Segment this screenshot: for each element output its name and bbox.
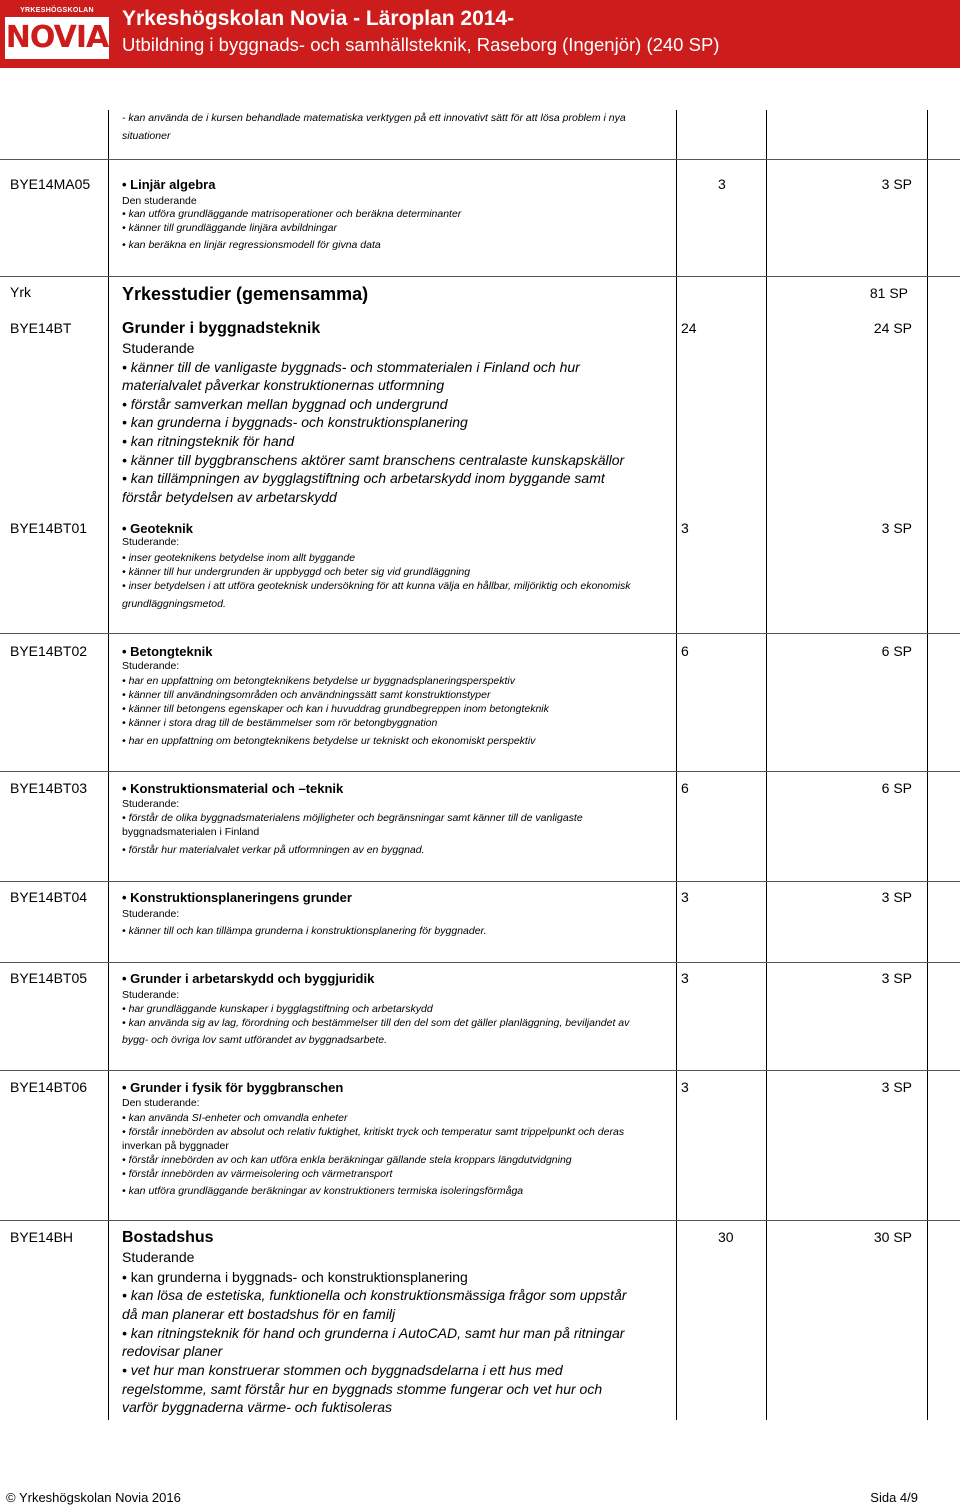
row-divider bbox=[0, 276, 960, 277]
course-credits: 3 SP bbox=[881, 1079, 912, 1095]
course-title: • Linjär algebra bbox=[122, 177, 216, 192]
text-line: Studerande: bbox=[122, 989, 180, 1001]
text-line: • kan använda sig av lag, förordning och bestämmelser till den del som det gäller planläggning, beviljandet av bbox=[122, 1017, 630, 1029]
course-credits: 6 SP bbox=[881, 643, 912, 659]
row-divider bbox=[0, 771, 960, 772]
course-number: 3 bbox=[681, 889, 689, 905]
course-code: BYE14BH bbox=[10, 1229, 74, 1245]
text-line: redovisar planer bbox=[122, 1343, 223, 1359]
text-line: • har en uppfattning om betongteknikens betydelse ur tekniskt och ekonomiskt perspektiv bbox=[122, 735, 536, 747]
course-number: 24 bbox=[681, 320, 697, 336]
course-credits: 6 SP bbox=[881, 780, 912, 796]
footer-page-number: Sida 4/9 bbox=[870, 1490, 918, 1505]
text-line: • känner till grundläggande linjära avbildningar bbox=[122, 222, 337, 234]
text-line: inverkan på byggnader bbox=[122, 1140, 229, 1152]
text-line: Studerande: bbox=[122, 908, 180, 920]
course-code: BYE14BT04 bbox=[10, 889, 88, 905]
course-code: BYE14BT01 bbox=[10, 520, 88, 536]
course-title: Bostadshus bbox=[122, 1229, 214, 1246]
text-line: • kan ritningsteknik för hand bbox=[122, 433, 295, 449]
text-line: • kan tillämpningen av bygglagstiftning och arbetarskydd inom byggande samt bbox=[122, 470, 605, 486]
course-number: 3 bbox=[718, 176, 726, 192]
text-line: Studerande bbox=[122, 1249, 195, 1265]
text-line: • förstår de olika byggnadsmaterialens möjligheter och begränsningar samt känner till de vanligaste bbox=[122, 812, 583, 824]
course-credits: 3 SP bbox=[881, 176, 912, 192]
course-number: 30 bbox=[718, 1229, 734, 1245]
text-line: • känner till användningsområden och användningssätt samt konstruktionstyper bbox=[122, 689, 491, 701]
text-line: - kan använda de i kursen behandlade matematiska verktygen på ett innovativt sätt för att lösa problem i nya bbox=[122, 112, 626, 124]
logo-mark: NOVIA bbox=[5, 20, 109, 55]
text-line: Studerande: bbox=[122, 660, 180, 672]
text-line: • förstår innebörden av värmeisolering och värmetransport bbox=[122, 1168, 393, 1180]
course-title-text: Linjär algebra bbox=[130, 177, 216, 192]
text-line: förstår betydelsen av arbetarskydd bbox=[122, 489, 337, 505]
course-title: • Grunder i arbetarskydd och byggjuridik bbox=[122, 971, 375, 986]
page-header bbox=[0, 0, 960, 68]
text-line: • vet hur man konstruerar stommen och byggnadsdelarna i ett hus med bbox=[122, 1362, 563, 1378]
text-line: • känner i stora drag till de bestämmelser som rör betongbyggnation bbox=[122, 717, 438, 729]
text-line: bygg- och övriga lov samt utförandet av byggnadsarbete. bbox=[122, 1034, 387, 1046]
row-divider bbox=[0, 159, 960, 160]
text-line: • har grundläggande kunskaper i bygglagstiftning och arbetarskydd bbox=[122, 1003, 433, 1015]
text-line: • kan använda SI-enheter och omvandla enheter bbox=[122, 1112, 348, 1124]
course-credits: 3 SP bbox=[881, 970, 912, 986]
text-line: byggnadsmaterialen i Finland bbox=[122, 826, 260, 838]
text-line: Studerande bbox=[122, 340, 195, 356]
text-line: • känner till de vanligaste byggnads- och stommaterialen i Finland och hur bbox=[122, 359, 580, 375]
text-line: • känner till byggbranschens aktörer samt branschens centralaste kunskapskällor bbox=[122, 452, 625, 468]
row-divider bbox=[0, 962, 960, 963]
text-line: • förstår innebörden av och kan utföra enkla beräkningar gällande stela kroppars längdutvidgning bbox=[122, 1154, 572, 1166]
course-code: BYE14BT05 bbox=[10, 970, 88, 986]
text-line: • förstår innebörden av absolut och relativ fuktighet, kritiskt tryck och temperatur samt trippelpunkt och deras bbox=[122, 1126, 625, 1138]
footer-copyright: © Yrkeshögskolan Novia 2016 bbox=[6, 1490, 181, 1505]
logo-top-text: YRKESHÖGSKOLAN bbox=[20, 7, 94, 14]
header-subtitle: Utbildning i byggnads- och samhällsteknik, Raseborg (Ingenjör) (240 SP) bbox=[122, 34, 720, 55]
course-credits: 3 SP bbox=[881, 520, 912, 536]
text-line: • känner till och kan tillämpa grunderna i konstruktionsplanering för byggnader. bbox=[122, 925, 487, 937]
course-title: • Grunder i fysik för byggbranschen bbox=[122, 1080, 344, 1095]
text-line: • har en uppfattning om betongteknikens betydelse ur byggnadsplaneringsperspektiv bbox=[122, 675, 516, 687]
column-divider bbox=[927, 110, 928, 1420]
text-line: • kan utföra grundläggande beräkningar av konstruktioners termiska isoleringsförmåga bbox=[122, 1185, 524, 1197]
text-line: • kan lösa de estetiska, funktionella och konstruktionsmässiga frågor som uppstår bbox=[122, 1287, 627, 1303]
course-code: BYE14BT03 bbox=[10, 780, 88, 796]
course-code: BYE14MA05 bbox=[10, 176, 91, 192]
text-line: varför byggnaderna värme- och fuktisoleras bbox=[122, 1399, 393, 1415]
text-line: materialvalet påverkar konstruktionernas utformning bbox=[122, 377, 445, 393]
section-title: Yrkesstudier (gemensamma) bbox=[122, 284, 369, 304]
course-title: • Konstruktionsmaterial och –teknik bbox=[122, 781, 344, 796]
course-code: BYE14BT bbox=[10, 320, 72, 336]
course-credits: 24 SP bbox=[873, 320, 912, 336]
course-number: 6 bbox=[681, 643, 689, 659]
column-divider bbox=[108, 110, 109, 1420]
course-number: 3 bbox=[681, 520, 689, 536]
text-line: då man planerar ett bostadshus för en familj bbox=[122, 1306, 396, 1322]
course-title: • Geoteknik bbox=[122, 521, 194, 536]
text-line: Den studerande bbox=[122, 195, 197, 207]
section-credits: 81 SP bbox=[869, 285, 908, 301]
text-line: Studerande: bbox=[122, 536, 180, 548]
text-line: situationer bbox=[122, 130, 171, 142]
text-line: • kan beräkna en linjär regressionsmodell för givna data bbox=[122, 239, 381, 251]
row-divider bbox=[0, 1220, 960, 1221]
course-number: 3 bbox=[681, 1079, 689, 1095]
row-divider bbox=[0, 1070, 960, 1071]
course-credits: 3 SP bbox=[881, 889, 912, 905]
section-code: Yrk bbox=[10, 284, 31, 300]
text-line: • inser geoteknikens betydelse inom allt byggande bbox=[122, 552, 356, 564]
course-title: • Betongteknik bbox=[122, 644, 213, 659]
text-line: Den studerande: bbox=[122, 1097, 200, 1109]
text-line: • känner till betongens egenskaper och kan i huvuddrag grundbegreppen inom betongteknik bbox=[122, 703, 549, 715]
row-divider bbox=[0, 881, 960, 882]
text-line: • kan utföra grundläggande matrisoperationer och beräkna determinanter bbox=[122, 208, 462, 220]
text-line: • känner till hur undergrunden är uppbyggd och beter sig vid grundläggning bbox=[122, 566, 471, 578]
header-title: Yrkeshögskolan Novia - Läroplan 2014- bbox=[122, 7, 515, 30]
course-title: • Konstruktionsplaneringens grunder bbox=[122, 890, 352, 905]
text-line: regelstomme, samt förstår hur en byggnads stomme fungerar och vet hur och bbox=[122, 1381, 603, 1397]
text-line: • kan grunderna i byggnads- och konstruktionsplanering bbox=[122, 414, 468, 430]
text-line: • kan ritningsteknik för hand och grunderna i AutoCAD, samt hur man på ritningar bbox=[122, 1325, 625, 1341]
course-code: BYE14BT06 bbox=[10, 1079, 88, 1095]
column-divider bbox=[766, 110, 767, 1420]
course-number: 3 bbox=[681, 970, 689, 986]
course-credits: 30 SP bbox=[873, 1229, 912, 1245]
course-number: 6 bbox=[681, 780, 689, 796]
text-line: • förstår samverkan mellan byggnad och undergrund bbox=[122, 396, 448, 412]
text-line: Studerande: bbox=[122, 798, 180, 810]
text-line: grundläggningsmetod. bbox=[122, 598, 226, 610]
novia-logo bbox=[5, 5, 109, 59]
text-line: • förstår hur materialvalet verkar på utformningen av en byggnad. bbox=[122, 844, 425, 856]
text-line: • kan grunderna i byggnads- och konstruktionsplanering bbox=[122, 1269, 468, 1285]
column-divider bbox=[676, 110, 677, 1420]
row-divider bbox=[0, 633, 960, 634]
text-line: • inser betydelsen i att utföra geoteknisk undersökning för att kunna välja en hållbar, miljöriktig och ekonomisk bbox=[122, 580, 631, 592]
course-code: BYE14BT02 bbox=[10, 643, 88, 659]
course-title: Grunder i byggnadsteknik bbox=[122, 320, 321, 337]
